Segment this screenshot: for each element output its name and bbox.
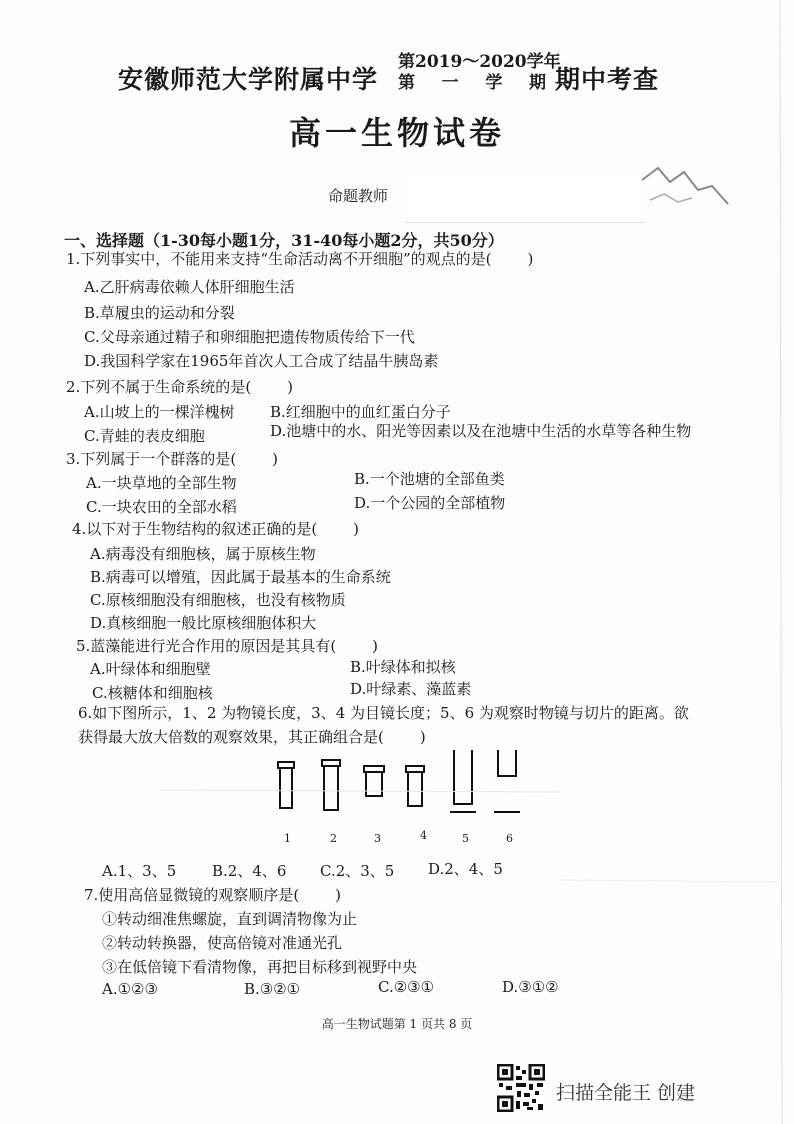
q7-option-a: A.①②③ [102, 980, 158, 998]
term-semester: 第 一 学 期 [398, 73, 546, 93]
q1-option-b: B.草履虫的运动和分裂 [84, 304, 235, 322]
q7-option-d: D.③①② [502, 978, 559, 996]
q7-step-1: ①转动细准焦螺旋，直到调清物像为止 [102, 910, 358, 928]
paper-tear-mark [640, 160, 730, 210]
q4-option-b: B.病毒可以增殖，因此属于最基本的生命系统 [90, 568, 391, 586]
term-year: 第2019～2020学年 [398, 52, 561, 72]
question-1: 1.下列事实中，不能用来支持“生命活动离不开细胞”的观点的是( ) [66, 250, 534, 268]
q5-option-b: B.叶绿体和拟核 [350, 658, 456, 676]
q6-option-a: A.1、3、5 [102, 862, 177, 880]
q7-option-b: B.③②① [244, 980, 301, 998]
question-3: 3.下列属于一个群落的是( ) [66, 450, 279, 468]
distance-6 [494, 750, 520, 812]
q2-option-b: B.红细胞中的血红蛋白分子 [270, 403, 451, 421]
question-6-line-1: 6.如下图所示，1、2 为物镜长度，3、4 为目镜长度；5、6 为观察时物镜与切片的距离。欲 [78, 704, 689, 722]
objective-lens-1 [278, 762, 294, 808]
lens-figure [268, 750, 528, 850]
q6-option-d: D.2、4、5 [428, 860, 503, 878]
q6-option-b: B.2、4、6 [212, 862, 287, 880]
q1-option-a: A.乙肝病毒依赖人体肝细胞生活 [84, 278, 295, 296]
q1-option-d: D.我国科学家在1965年首次人工合成了结晶牛胰岛素 [84, 352, 439, 370]
q2-option-d: D.池塘中的水、阳光等因素以及在池塘中生活的水草等各种生物 [270, 422, 692, 440]
q5-option-c: C.核糖体和细胞核 [92, 684, 213, 702]
question-5: 5.蓝藻能进行光合作用的原因是其具有( ) [76, 637, 379, 655]
q7-step-2: ②转动转换器，使高倍镜对准通光孔 [102, 934, 343, 952]
section-heading: 一、选择题（1-30每小题1分，31-40每小题2分，共50分） [64, 231, 504, 250]
q3-option-c: C.一块农田的全部水稻 [86, 498, 237, 516]
figure-label-3: 3 [374, 832, 381, 845]
objective-lens-2 [322, 760, 340, 810]
author-label: 命题教师 [328, 187, 389, 205]
figure-label-2: 2 [330, 832, 337, 845]
figure-label-6: 6 [506, 832, 513, 845]
q3-option-a: A.一块草地的全部生物 [86, 474, 237, 492]
eyepiece-4 [406, 766, 424, 806]
q7-option-c: C.②③① [378, 978, 435, 996]
q4-option-a: A.病毒没有细胞核，属于原核生物 [90, 545, 316, 563]
q7-step-3: ③在低倍镜下看清物像，再把目标移到视野中央 [102, 958, 418, 976]
question-2: 2.下列不属于生命系统的是( ) [66, 378, 294, 396]
q6-option-c: C.2、3、5 [320, 862, 395, 880]
q3-option-b: B.一个池塘的全部鱼类 [354, 470, 505, 488]
figure-label-4: 4 [420, 829, 427, 842]
question-4: 4.以下对于生物结构的叙述正确的是( ) [72, 520, 360, 538]
question-7: 7.使用高倍显微镜的观察顺序是( ) [84, 886, 342, 904]
page-footer: 高一生物试题第 1 页共 8 页 [321, 1017, 473, 1031]
figure-label-1: 1 [284, 832, 291, 845]
q3-option-d: D.一个公园的全部植物 [354, 494, 506, 512]
q1-option-c: C.父母亲通过精子和卵细胞把遗传物质传给下一代 [84, 328, 415, 346]
q2-option-a: A.山坡上的一棵洋槐树 [84, 403, 235, 421]
term-info [398, 52, 561, 94]
school-name: 安徽师范大学附属中学 [118, 65, 379, 94]
qr-code-icon [497, 1064, 545, 1112]
question-6-line-2: 获得最大放大倍数的观察效果，其正确组合是( ) [78, 728, 426, 746]
exam-type: 期中考查 [555, 65, 660, 94]
q5-option-d: D.叶绿素、藻蓝素 [350, 680, 472, 698]
q2-option-c: C.青蛙的表皮细胞 [84, 427, 205, 445]
page-title: 高一生物试卷 [288, 114, 505, 152]
q5-option-a: A.叶绿体和细胞壁 [90, 660, 211, 678]
redaction-patch [405, 180, 645, 222]
scanner-watermark: 扫描全能王 创建 [556, 1082, 696, 1104]
q4-option-d: D.真核细胞一般比原核细胞体积大 [90, 614, 317, 632]
eyepiece-3 [364, 766, 384, 796]
q4-option-c: C.原核细胞没有细胞核，也没有核物质 [90, 591, 346, 609]
figure-label-5: 5 [462, 832, 469, 845]
distance-5 [450, 750, 476, 812]
